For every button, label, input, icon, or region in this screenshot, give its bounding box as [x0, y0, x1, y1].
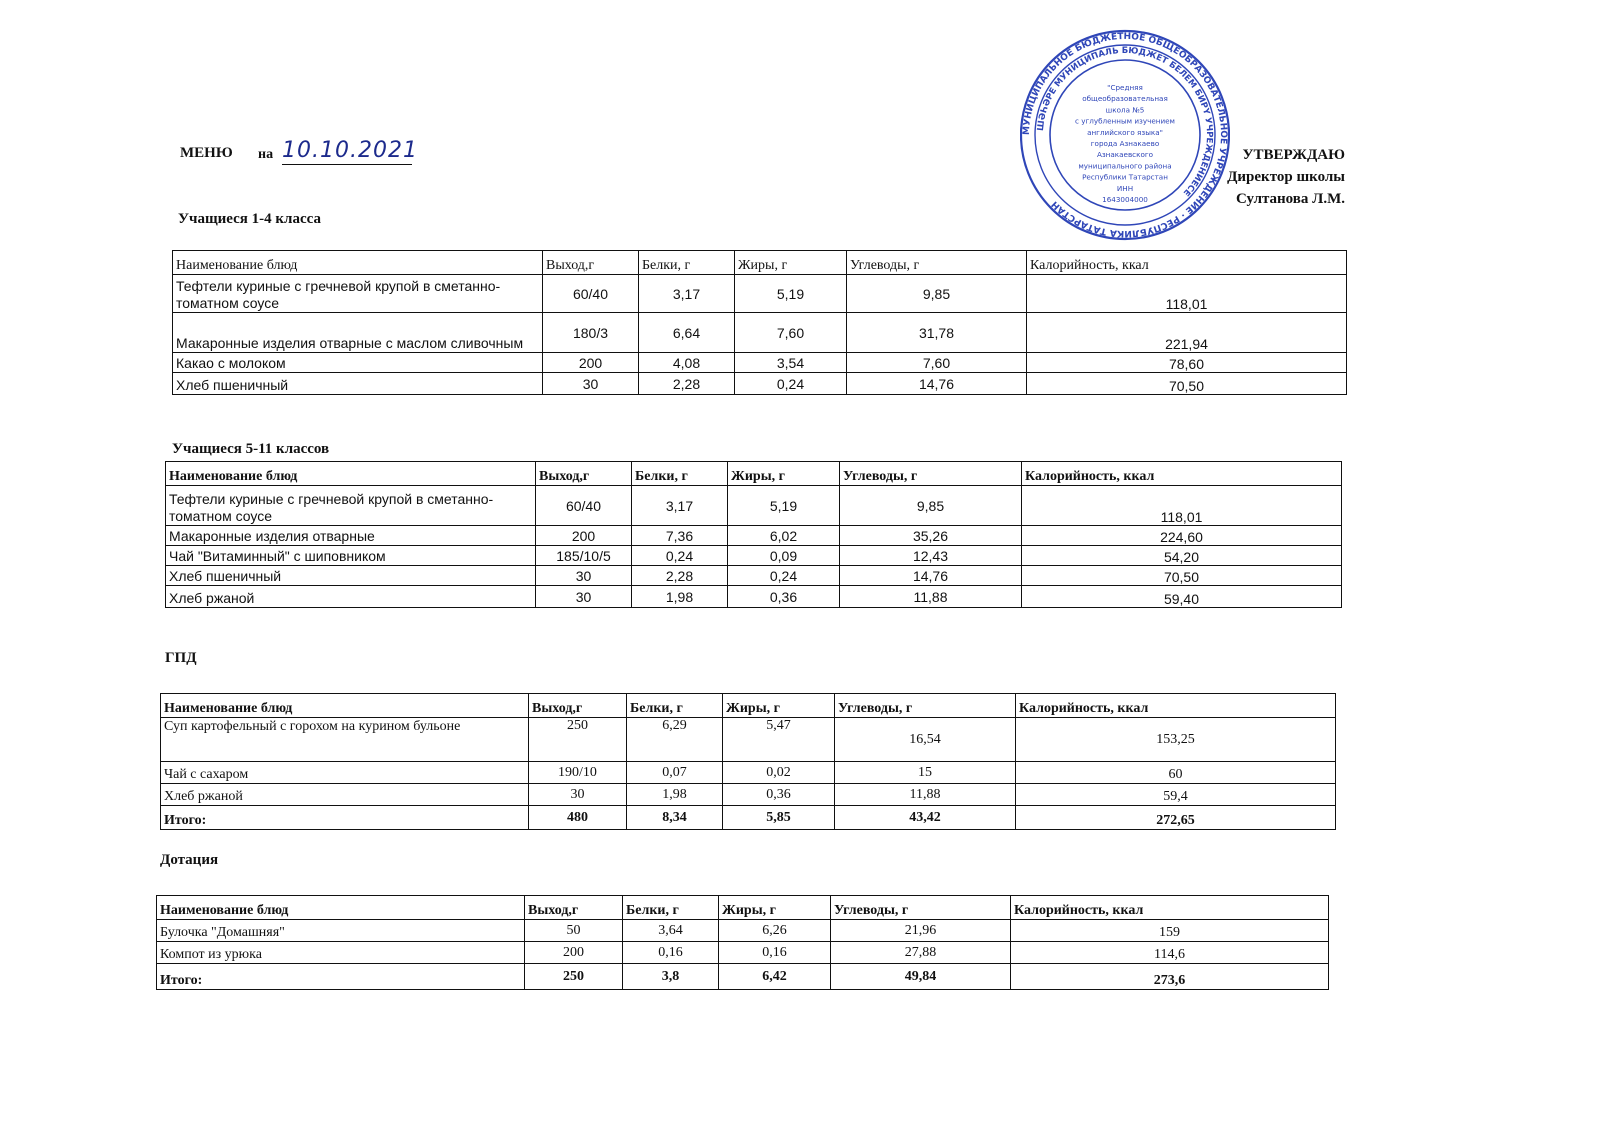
fat-cell: 0,36 — [723, 784, 835, 806]
stamp-line: муниципального района — [1078, 161, 1172, 171]
director-title: Директор школы — [1227, 169, 1345, 185]
calories-cell: 59,40 — [1022, 586, 1342, 608]
total-yield: 480 — [529, 806, 627, 830]
stamp-line: общеобразовательная — [1082, 94, 1168, 104]
calories-cell: 78,60 — [1027, 353, 1347, 373]
yield-cell: 30 — [543, 373, 639, 395]
fat-cell: 7,60 — [735, 313, 847, 353]
carbs-cell: 11,88 — [840, 586, 1022, 608]
carbs-cell: 27,88 — [831, 942, 1011, 964]
carbs-cell: 12,43 — [840, 546, 1022, 566]
menu-label: МЕНЮ — [180, 145, 233, 161]
calories-cell: 54,20 — [1022, 546, 1342, 566]
table-row — [173, 313, 1347, 353]
stamp-line: города Азнакаево — [1090, 139, 1160, 148]
stamp-ring-outer: МУНИЦИПАЛЬНОЕ БЮДЖЕТНОЕ ОБЩЕОБРАЗОВАТЕЛЬНОЕ УЧРЕЖДЕНИЕ · РЕСПУБЛИКА ТАТАРСТАН — [1021, 31, 1229, 239]
fat-cell: 0,24 — [728, 566, 840, 586]
dish-name: Тефтели куриные с гречневой крупой в сметанно-томатном соусе — [166, 486, 536, 526]
table-header-row — [173, 251, 1347, 275]
column-header: Углеводы, г — [840, 462, 1022, 486]
calories-cell: 153,25 — [1016, 718, 1336, 762]
column-header: Калорийность, ккал — [1027, 251, 1347, 275]
yield-cell: 190/10 — [529, 762, 627, 784]
menu-table-gpd — [160, 693, 1336, 830]
column-header: Наименование блюд — [173, 251, 543, 275]
table-row — [161, 784, 1336, 806]
column-header: Выход,г — [529, 694, 627, 718]
yield-cell: 180/3 — [543, 313, 639, 353]
total-row — [161, 806, 1336, 830]
table-header-row — [166, 462, 1342, 486]
column-header: Выход,г — [525, 896, 623, 920]
protein-cell: 3,17 — [632, 486, 728, 526]
table-row — [173, 353, 1347, 373]
dish-name: Какао с молоком — [173, 353, 543, 373]
fat-cell: 5,19 — [735, 275, 847, 313]
menu-table-grades-1-4 — [172, 250, 1347, 395]
calories-cell: 224,60 — [1022, 526, 1342, 546]
table-row — [173, 373, 1347, 395]
carbs-cell: 9,85 — [840, 486, 1022, 526]
carbs-cell: 21,96 — [831, 920, 1011, 942]
carbs-cell: 9,85 — [847, 275, 1027, 313]
fat-cell: 0,02 — [723, 762, 835, 784]
on-label: на — [258, 147, 274, 162]
fat-cell: 0,09 — [728, 546, 840, 566]
column-header: Белки, г — [632, 462, 728, 486]
dish-name: Чай с сахаром — [161, 762, 529, 784]
calories-cell: 60 — [1016, 762, 1336, 784]
yield-cell: 200 — [536, 526, 632, 546]
calories-cell: 118,01 — [1027, 275, 1347, 313]
calories-cell: 159 — [1011, 920, 1329, 942]
total-fat: 6,42 — [719, 964, 831, 990]
yield-cell: 50 — [525, 920, 623, 942]
column-header: Наименование блюд — [157, 896, 525, 920]
column-header: Белки, г — [639, 251, 735, 275]
yield-cell: 60/40 — [536, 486, 632, 526]
total-label: Итого: — [157, 964, 525, 990]
column-header: Жиры, г — [719, 896, 831, 920]
column-header: Калорийность, ккал — [1016, 694, 1336, 718]
stamp-line: 1643004000 — [1102, 195, 1148, 204]
carbs-cell: 16,54 — [835, 718, 1016, 762]
calories-cell: 70,50 — [1022, 566, 1342, 586]
approve-label: УТВЕРЖДАЮ — [1242, 147, 1345, 163]
section-title-grades-1-4: Учащиеся 1-4 класса — [178, 211, 321, 227]
fat-cell: 6,02 — [728, 526, 840, 546]
column-header: Калорийность, ккал — [1011, 896, 1329, 920]
dish-name: Компот из урюка — [157, 942, 525, 964]
protein-cell: 2,28 — [632, 566, 728, 586]
table-row — [157, 942, 1329, 964]
table-row — [173, 275, 1347, 313]
protein-cell: 3,64 — [623, 920, 719, 942]
protein-cell: 1,98 — [632, 586, 728, 608]
column-header: Углеводы, г — [835, 694, 1016, 718]
fat-cell: 3,54 — [735, 353, 847, 373]
calories-cell: 114,6 — [1011, 942, 1329, 964]
carbs-cell: 14,76 — [847, 373, 1027, 395]
section-title-grades-5-11: Учащиеся 5-11 классов — [172, 441, 330, 457]
yield-cell: 250 — [529, 718, 627, 762]
director-name: Султанова Л.М. — [1235, 191, 1345, 207]
table-row — [161, 718, 1336, 762]
dish-name: Макаронные изделия отварные — [166, 526, 536, 546]
column-header: Жиры, г — [723, 694, 835, 718]
total-yield: 250 — [525, 964, 623, 990]
table-row — [166, 566, 1342, 586]
yield-cell: 185/10/5 — [536, 546, 632, 566]
total-carbs: 49,84 — [831, 964, 1011, 990]
approval-block — [1180, 144, 1345, 210]
menu-date: 10.10.2021 — [282, 138, 418, 163]
total-carbs: 43,42 — [835, 806, 1016, 830]
column-header: Выход,г — [536, 462, 632, 486]
protein-cell: 0,16 — [623, 942, 719, 964]
stamp-line: с углубленным изучением — [1075, 116, 1175, 126]
protein-cell: 0,24 — [632, 546, 728, 566]
total-fat: 5,85 — [723, 806, 835, 830]
column-header: Калорийность, ккал — [1022, 462, 1342, 486]
table-row — [166, 486, 1342, 526]
stamp-line: английского языка" — [1087, 127, 1163, 137]
total-label: Итого: — [161, 806, 529, 830]
school-stamp — [1020, 28, 1230, 243]
stamp-line: "Средняя — [1107, 83, 1143, 92]
fat-cell: 0,36 — [728, 586, 840, 608]
dish-name: Чай "Витаминный" с шиповником — [166, 546, 536, 566]
yield-cell: 30 — [536, 586, 632, 608]
dish-name: Хлеб ржаной — [166, 586, 536, 608]
section-title-gpd: ГПД — [165, 650, 197, 666]
carbs-cell: 11,88 — [835, 784, 1016, 806]
calories-cell: 59,4 — [1016, 784, 1336, 806]
calories-cell: 70,50 — [1027, 373, 1347, 395]
protein-cell: 1,98 — [627, 784, 723, 806]
stamp-center-text — [1075, 83, 1175, 204]
column-header: Наименование блюд — [166, 462, 536, 486]
column-header: Углеводы, г — [847, 251, 1027, 275]
section-title-subsidy: Дотация — [160, 852, 219, 868]
column-header: Выход,г — [543, 251, 639, 275]
calories-cell: 221,94 — [1027, 313, 1347, 353]
stamp-line: ИНН — [1116, 183, 1134, 193]
protein-cell: 6,29 — [627, 718, 723, 762]
total-calories: 272,65 — [1016, 806, 1336, 830]
carbs-cell: 31,78 — [847, 313, 1027, 353]
protein-cell: 2,28 — [639, 373, 735, 395]
column-header: Жиры, г — [735, 251, 847, 275]
yield-cell: 30 — [536, 566, 632, 586]
carbs-cell: 7,60 — [847, 353, 1027, 373]
total-protein: 3,8 — [623, 964, 719, 990]
stamp-line: Республики Татарстан — [1082, 172, 1168, 182]
menu-table-subsidy — [156, 895, 1329, 990]
fat-cell: 6,26 — [719, 920, 831, 942]
total-calories: 273,6 — [1011, 964, 1329, 990]
total-row — [157, 964, 1329, 990]
fat-cell: 0,24 — [735, 373, 847, 395]
protein-cell: 0,07 — [627, 762, 723, 784]
total-protein: 8,34 — [627, 806, 723, 830]
yield-cell: 30 — [529, 784, 627, 806]
stamp-ring-inner: ШӘҺӘРЕ МУНИЦИПАЛЬ БЮДЖЕТ БЕЛЕМ БИРҮ УЧРЕЖДЕНИЕСЕ — [1035, 45, 1215, 198]
column-header: Белки, г — [623, 896, 719, 920]
menu-table-grades-5-11 — [165, 461, 1342, 608]
column-header: Белки, г — [627, 694, 723, 718]
protein-cell: 4,08 — [639, 353, 735, 373]
table-header-row — [157, 896, 1329, 920]
stamp-svg — [1020, 28, 1230, 243]
protein-cell: 6,64 — [639, 313, 735, 353]
dish-name: Хлеб пшеничный — [173, 373, 543, 395]
dish-name: Тефтели куриные с гречневой крупой в сметанно-томатном соусе — [173, 275, 543, 313]
table-header-row — [161, 694, 1336, 718]
column-header: Наименование блюд — [161, 694, 529, 718]
protein-cell: 7,36 — [632, 526, 728, 546]
table-row — [166, 526, 1342, 546]
table-row — [157, 920, 1329, 942]
column-header: Жиры, г — [728, 462, 840, 486]
dish-name: Хлеб пшеничный — [166, 566, 536, 586]
stamp-line: школа №5 — [1105, 105, 1145, 115]
fat-cell: 5,47 — [723, 718, 835, 762]
table-row — [166, 586, 1342, 608]
protein-cell: 3,17 — [639, 275, 735, 313]
dish-name: Хлеб ржаной — [161, 784, 529, 806]
carbs-cell: 15 — [835, 762, 1016, 784]
carbs-cell: 35,26 — [840, 526, 1022, 546]
yield-cell: 60/40 — [543, 275, 639, 313]
table-row — [161, 762, 1336, 784]
dish-name: Булочка "Домашняя" — [157, 920, 525, 942]
stamp-line: Азнакаевского — [1096, 150, 1154, 160]
carbs-cell: 14,76 — [840, 566, 1022, 586]
yield-cell: 200 — [525, 942, 623, 964]
yield-cell: 200 — [543, 353, 639, 373]
dish-name: Суп картофельный с горохом на курином бульоне — [161, 718, 529, 762]
column-header: Углеводы, г — [831, 896, 1011, 920]
fat-cell: 5,19 — [728, 486, 840, 526]
calories-cell: 118,01 — [1022, 486, 1342, 526]
dish-name: Макаронные изделия отварные с маслом сливочным — [173, 313, 543, 353]
table-row — [166, 546, 1342, 566]
fat-cell: 0,16 — [719, 942, 831, 964]
